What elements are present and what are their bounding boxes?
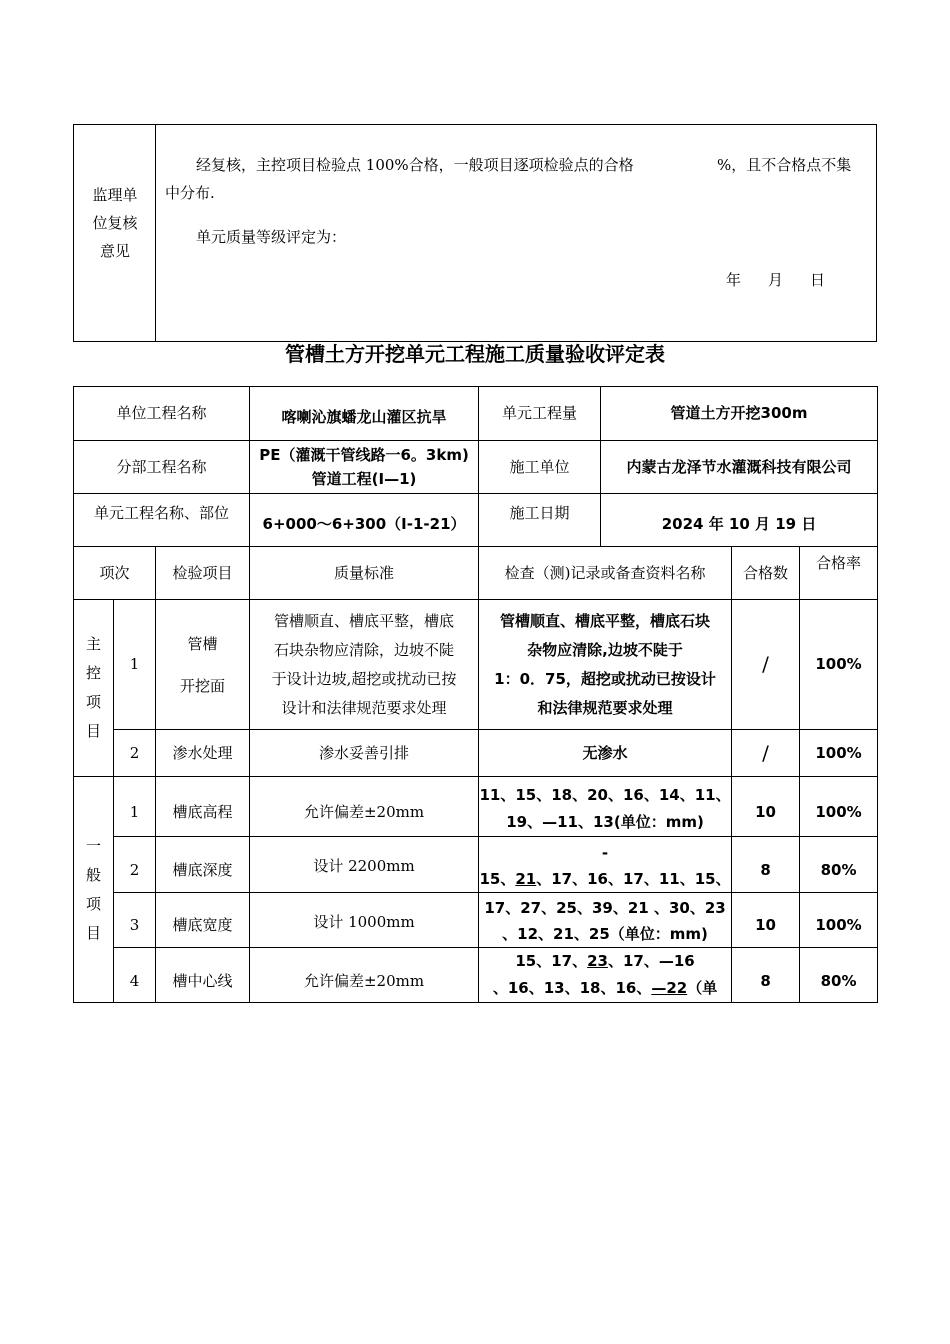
general-2-standard: 设计 2200mm [250, 837, 479, 893]
main-control-2-record: 无渗水 [479, 730, 732, 777]
unit-quantity-value: 管道土方开挖300m [601, 387, 878, 441]
general-2-record-line2-underlined: 21 [515, 869, 537, 888]
general-1-standard: 允许偏差±20mm [250, 777, 479, 837]
main-control-1-record-line3: 1：0．75，超挖或扰动已按设计 [494, 669, 716, 688]
general-2-item: 槽底深度 [156, 837, 250, 893]
info-row-1 [74, 387, 878, 441]
sub-project-value-line1: PE（灌溉干管线路一6。3km) [259, 446, 469, 464]
header-pass-count: 合格数 [732, 547, 800, 600]
supervision-date-day: 日 [810, 271, 826, 289]
general-3-record-line2: 、12、21、25（单位：mm) [502, 925, 708, 943]
main-control-2-count: / [732, 730, 800, 777]
supervision-label-line1: 监理单 [92, 186, 138, 204]
main-control-group-label [74, 600, 114, 777]
main-control-char-3: 项 [85, 693, 101, 711]
main-control-1-rate: 100% [800, 600, 878, 730]
supervision-review-text-a: 经复核，主控项目检验点 100%合格，一般项目逐项检验点的合格 [196, 156, 634, 174]
general-char-4: 目 [85, 923, 101, 942]
general-1-record-line2: 19、—11、13(单位：mm) [506, 812, 704, 831]
supervision-review-text-b: %，且不合格点不集 [717, 156, 852, 174]
general-row-2 [74, 837, 878, 893]
header-item-no: 项次 [74, 547, 156, 600]
sub-project-value [250, 441, 479, 494]
main-control-2-rate: 100% [800, 730, 878, 777]
general-4-record-line2-a: 、16、13、18、16、 [492, 979, 652, 997]
main-control-1-record-line2: 杂物应清除,边坡不陡于 [527, 640, 683, 659]
general-4-record-line1-b: 、17、—16 [607, 952, 695, 970]
sub-project-value-line2: 管道工程(Ⅰ—1) [311, 470, 417, 488]
general-1-rate: 100% [800, 777, 878, 837]
main-control-1-record [479, 600, 732, 730]
general-4-standard: 允许偏差±20mm [250, 948, 479, 1003]
main-control-char-4: 目 [85, 722, 101, 740]
general-2-rate: 80% [800, 837, 878, 893]
general-row-1 [74, 777, 878, 837]
supervision-label-line2: 位复核 [92, 214, 138, 232]
supervision-date-year: 年 [726, 271, 742, 289]
info-row-2 [74, 441, 878, 494]
info-row-3 [74, 494, 878, 547]
general-4-item: 槽中心线 [156, 948, 250, 1003]
general-2-record-line1: - [601, 843, 609, 862]
element-label: 单元工程名称、部位 [74, 494, 250, 547]
main-control-1-standard-line2: 石块杂物应清除，边坡不陡 [274, 640, 455, 659]
general-char-2: 般 [85, 865, 101, 884]
main-control-1-record-line1: 管槽顺直、槽底平整，槽底石块 [500, 611, 711, 630]
main-control-1-standard-line4: 设计和法律规范要求处理 [281, 698, 447, 717]
main-control-2-standard: 渗水妥善引排 [250, 730, 479, 777]
general-3-count: 10 [732, 893, 800, 948]
main-control-2-item: 渗水处理 [156, 730, 250, 777]
main-control-char-1: 主 [85, 635, 101, 653]
main-control-1-record-line4: 和法律规范要求处理 [537, 698, 673, 717]
general-3-no: 3 [114, 893, 156, 948]
general-1-item: 槽底高程 [156, 777, 250, 837]
general-2-record-line2 [479, 866, 731, 892]
contractor-label: 施工单位 [479, 441, 601, 494]
general-char-1: 一 [85, 836, 101, 855]
element-value: 6+000～6+300（I-1-21） [250, 494, 479, 547]
general-1-count: 10 [732, 777, 800, 837]
general-4-rate: 80% [800, 948, 878, 1003]
general-2-record-line2-b: 、17、16、17、11、15、 [536, 869, 731, 888]
header-record: 检查（测)记录或备查资料名称 [479, 547, 732, 600]
general-3-item: 槽底宽度 [156, 893, 250, 948]
main-control-1-count: / [732, 600, 800, 730]
general-2-record-line2-a: 15、 [479, 869, 516, 888]
general-4-record-line2-b: （单 [687, 979, 718, 997]
acceptance-table [73, 386, 878, 1003]
general-3-standard: 设计 1000mm [250, 893, 479, 948]
general-row-4 [74, 948, 878, 1003]
general-1-record-line1: 11、15、18、20、16、14、11、 [479, 785, 731, 804]
contractor-value: 内蒙古龙泽节水灌溉科技有限公司 [601, 441, 878, 494]
general-4-record-line2 [479, 975, 731, 1002]
general-1-no: 1 [114, 777, 156, 837]
supervision-label-line3: 意见 [99, 242, 130, 260]
header-check-item: 检验项目 [156, 547, 250, 600]
main-control-1-item [156, 600, 250, 730]
general-4-record [479, 948, 732, 1003]
general-row-3 [74, 893, 878, 948]
form-title: 管槽土方开挖单元工程施工质量验收评定表 [285, 342, 665, 366]
general-1-record [479, 777, 732, 837]
main-control-2-no: 2 [114, 730, 156, 777]
date-value: 2024 年 10 月 19 日 [601, 494, 878, 547]
supervision-date-month: 月 [768, 271, 784, 289]
main-control-1-no: 1 [114, 600, 156, 730]
general-group-label [74, 777, 114, 1003]
header-pass-rate: 合格率 [800, 547, 878, 600]
general-4-record-line1 [479, 948, 731, 975]
main-control-row-1 [74, 600, 878, 730]
supervision-review-text-line2: 中分布. [165, 184, 215, 202]
general-3-record [479, 893, 732, 948]
general-4-count: 8 [732, 948, 800, 1003]
supervision-divider [155, 124, 156, 342]
general-char-3: 项 [85, 894, 101, 913]
header-standard: 质量标准 [250, 547, 479, 600]
main-control-1-standard [250, 600, 479, 730]
general-2-no: 2 [114, 837, 156, 893]
main-control-1-standard-line3: 于设计边坡,超挖或扰动已按 [271, 669, 457, 688]
supervision-grade-text: 单元质量等级评定为： [196, 228, 347, 246]
sub-project-label: 分部工程名称 [74, 441, 250, 494]
main-control-1-item-line2: 开挖面 [180, 676, 226, 695]
date-label: 施工日期 [479, 494, 601, 547]
unit-project-value: 喀喇沁旗蟠龙山灌区抗旱 [250, 387, 479, 441]
general-4-no: 4 [114, 948, 156, 1003]
general-3-rate: 100% [800, 893, 878, 948]
general-2-record [479, 837, 732, 893]
main-control-1-item-line1: 管槽 [187, 634, 218, 653]
main-control-row-2 [74, 730, 878, 777]
general-4-record-line2-underlined: —22 [651, 979, 688, 997]
general-2-count: 8 [732, 837, 800, 893]
main-control-1-standard-line1: 管槽顺直、槽底平整，槽底 [274, 611, 455, 630]
main-control-char-2: 控 [85, 664, 101, 682]
general-4-record-line1-underlined: 23 [587, 952, 608, 970]
unit-project-label: 单位工程名称 [74, 387, 250, 441]
general-4-record-line1-a: 15、17、 [515, 952, 588, 970]
general-3-record-line1: 17、27、25、39、21 、30、23 [484, 899, 726, 917]
unit-quantity-label: 单元工程量 [479, 387, 601, 441]
header-row [74, 547, 878, 600]
